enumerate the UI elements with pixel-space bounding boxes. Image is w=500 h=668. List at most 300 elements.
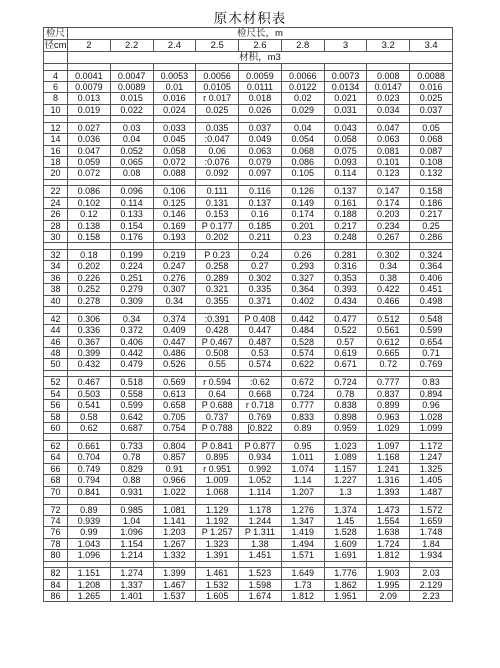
volume-cell: 0.063: [239, 145, 282, 156]
volume-cell: 0.83: [410, 377, 453, 388]
volume-cell: 0.0134: [324, 82, 367, 93]
volume-cell: 0.106: [153, 186, 196, 197]
table-row: [44, 70, 453, 81]
volume-cell: 1.461: [196, 568, 239, 579]
volume-cell: 0.661: [68, 440, 111, 451]
table-row: [44, 504, 453, 515]
volume-cell: 0.364: [281, 284, 324, 295]
spacer-cell: [367, 116, 410, 123]
volume-cell: 1.129: [196, 504, 239, 515]
spacer-cell: [367, 243, 410, 250]
length-header-label: 检尺长，m: [68, 28, 453, 40]
volume-cell: 0.072: [68, 168, 111, 179]
volume-cell: 0.931: [110, 486, 153, 497]
diameter-cell: 46: [44, 336, 68, 347]
volume-cell: 1.023: [324, 440, 367, 451]
volume-cell: 0.252: [68, 284, 111, 295]
volume-cell: 1.043: [68, 538, 111, 549]
volume-cell: P 0.467: [196, 336, 239, 347]
volume-cell: 1.572: [410, 504, 453, 515]
volume-cell: 0.065: [110, 157, 153, 168]
table-row: [44, 388, 453, 399]
spacer-cell: [153, 434, 196, 441]
volume-cell: 0.934: [239, 452, 282, 463]
volume-cell: 1.451: [239, 550, 282, 561]
volume-cell: 0.217: [324, 220, 367, 231]
volume-cell: 0.447: [153, 336, 196, 347]
volume-cell: 0.324: [410, 250, 453, 261]
spacer-cell: [44, 116, 68, 123]
spacer-cell: [410, 116, 453, 123]
volume-cell: 0.0066: [281, 70, 324, 81]
volume-cell: 0.668: [239, 388, 282, 399]
group-spacer-row: [44, 179, 453, 186]
volume-cell: 0.406: [410, 272, 453, 283]
volume-cell: 1.419: [281, 527, 324, 538]
volume-cell: r 0.594: [196, 377, 239, 388]
spacer-cell: [153, 116, 196, 123]
table-row: [44, 186, 453, 197]
volume-cell: 0.096: [110, 186, 153, 197]
volume-cell: 0.355: [196, 295, 239, 306]
volume-cell: 0.132: [410, 168, 453, 179]
corner-top-label: 检尺: [44, 28, 68, 40]
volume-cell: 1.532: [196, 579, 239, 590]
volume-cell: 0.217: [410, 209, 453, 220]
volume-cell: 1.84: [410, 538, 453, 549]
group-spacer-row: [44, 116, 453, 123]
volume-cell: 1.812: [367, 550, 410, 561]
volume-cell: 0.154: [110, 220, 153, 231]
volume-cell: P 0.23: [196, 250, 239, 261]
volume-cell: 0.428: [196, 325, 239, 336]
volume-cell: 0.034: [367, 104, 410, 115]
diameter-cell: 64: [44, 452, 68, 463]
volume-cell: 0.95: [281, 440, 324, 451]
page-title: 原木材积表: [213, 11, 287, 27]
table-row: [44, 313, 453, 324]
volume-cell: 0.38: [367, 272, 410, 283]
corner-blank-cell: [44, 52, 68, 64]
volume-cell: 0.081: [367, 145, 410, 156]
table-row: [44, 411, 453, 422]
volume-cell: 0.015: [110, 93, 153, 104]
volume-cell: 0.037: [239, 122, 282, 133]
volume-cell: 0.963: [367, 411, 410, 422]
volume-cell: :0.391: [196, 313, 239, 324]
spacer-cell: [324, 179, 367, 186]
diameter-cell: 62: [44, 440, 68, 451]
volume-cell: 1.207: [281, 486, 324, 497]
diameter-cell: 74: [44, 515, 68, 526]
volume-cell: 0.335: [239, 284, 282, 295]
spacer-cell: [410, 497, 453, 504]
volume-cell: 0.281: [324, 250, 367, 261]
volume-cell: 0.0041: [68, 70, 111, 81]
table-row: [44, 93, 453, 104]
volume-cell: 0.101: [367, 157, 410, 168]
spacer-cell: [239, 116, 282, 123]
volume-cell: 0.89: [281, 422, 324, 433]
table-row: [44, 250, 453, 261]
spacer-cell: [44, 561, 68, 568]
volume-cell: 1.114: [239, 486, 282, 497]
volume-cell: 0.111: [196, 186, 239, 197]
volume-cell: 0.447: [239, 325, 282, 336]
volume-cell: 1.374: [324, 504, 367, 515]
volume-cell: 1.028: [410, 411, 453, 422]
volume-cell: 0.672: [281, 377, 324, 388]
volume-cell: 0.0122: [281, 82, 324, 93]
diameter-cell: 48: [44, 347, 68, 358]
volume-cell: 1.151: [68, 568, 111, 579]
volume-cell: 1.995: [367, 579, 410, 590]
volume-cell: 1.04: [110, 515, 153, 526]
volume-cell: 0.992: [239, 463, 282, 474]
volume-cell: 0.306: [68, 313, 111, 324]
volume-cell: 0.116: [239, 186, 282, 197]
spacer-cell: [239, 243, 282, 250]
volume-cell: 0.477: [324, 313, 367, 324]
volume-cell: 0.434: [324, 295, 367, 306]
volume-cell: 1.934: [410, 550, 453, 561]
spacer-cell: [44, 307, 68, 314]
diameter-cell: 6: [44, 82, 68, 93]
volume-cell: 1.267: [153, 538, 196, 549]
volume-cell: 0.123: [367, 168, 410, 179]
group-spacer-row: [44, 497, 453, 504]
volume-cell: 0.402: [281, 295, 324, 306]
volume-cell: 0.393: [324, 284, 367, 295]
volume-cell: 0.114: [110, 197, 153, 208]
timber-volume-table: [43, 27, 453, 602]
volume-cell: 0.62: [68, 422, 111, 433]
volume-cell: 1.571: [281, 550, 324, 561]
group-spacer-row: [44, 243, 453, 250]
volume-cell: 0.016: [410, 82, 453, 93]
volume-header-label: 材积，m3: [68, 52, 453, 64]
spacer-cell: [153, 307, 196, 314]
volume-cell: 0.097: [239, 168, 282, 179]
volume-cell: 0.754: [153, 422, 196, 433]
diameter-cell: 70: [44, 486, 68, 497]
volume-cell: 0.024: [153, 104, 196, 115]
volume-cell: 0.0053: [153, 70, 196, 81]
volume-cell: 0.24: [239, 250, 282, 261]
volume-cell: 2.23: [410, 591, 453, 602]
volume-cell: 0.561: [367, 325, 410, 336]
volume-cell: 1.724: [367, 538, 410, 549]
diameter-cell: 40: [44, 295, 68, 306]
volume-cell: P 0.841: [196, 440, 239, 451]
volume-cell: 0.484: [281, 325, 324, 336]
volume-cell: 0.724: [281, 388, 324, 399]
volume-cell: 2.129: [410, 579, 453, 590]
volume-cell: 0.53: [239, 347, 282, 358]
spacer-cell: [281, 116, 324, 123]
volume-cell: 0.023: [367, 93, 410, 104]
volume-cell: 0.309: [110, 295, 153, 306]
volume-cell: 1.081: [153, 504, 196, 515]
spacer-cell: [281, 561, 324, 568]
volume-cell: 0.058: [324, 134, 367, 145]
spacer-cell: [367, 64, 410, 71]
volume-cell: 0.939: [68, 515, 111, 526]
volume-cell: 1.391: [196, 550, 239, 561]
volume-cell: 1.405: [410, 475, 453, 486]
spacer-cell: [324, 116, 367, 123]
diameter-cell: 16: [44, 145, 68, 156]
table-row: [44, 145, 453, 156]
volume-cell: 0.422: [367, 284, 410, 295]
table-row: [44, 579, 453, 590]
diameter-cell: 34: [44, 261, 68, 272]
spacer-cell: [239, 307, 282, 314]
volume-cell: 0.035: [196, 122, 239, 133]
volume-cell: 0.89: [68, 504, 111, 515]
length-header-cell: 3.2: [367, 40, 410, 52]
table-row: [44, 295, 453, 306]
volume-cell: 0.26: [281, 250, 324, 261]
volume-cell: 0.047: [367, 122, 410, 133]
volume-cell: 0.704: [68, 452, 111, 463]
volume-cell: 0.219: [153, 250, 196, 261]
spacer-cell: [281, 434, 324, 441]
volume-cell: 0.03: [110, 122, 153, 133]
spacer-cell: [367, 434, 410, 441]
volume-cell: 0.059: [68, 157, 111, 168]
volume-cell: 0.841: [68, 486, 111, 497]
volume-cell: P 0.177: [196, 220, 239, 231]
diameter-cell: 26: [44, 209, 68, 220]
volume-cell: 0.55: [196, 359, 239, 370]
volume-cell: 0.086: [68, 186, 111, 197]
volume-cell: :0.047: [196, 134, 239, 145]
volume-cell: 1.674: [239, 591, 282, 602]
table-row: [44, 527, 453, 538]
volume-cell: 0.96: [410, 400, 453, 411]
volume-cell: 0.043: [324, 122, 367, 133]
volume-cell: 0.336: [68, 325, 111, 336]
volume-cell: 0.658: [153, 400, 196, 411]
table-row: [44, 209, 453, 220]
volume-cell: 0.0073: [324, 70, 367, 81]
spacer-cell: [239, 179, 282, 186]
volume-cell: 1.473: [367, 504, 410, 515]
spacer-cell: [68, 64, 111, 71]
table-row: [44, 359, 453, 370]
volume-cell: 0.78: [110, 452, 153, 463]
volume-cell: 1.157: [324, 463, 367, 474]
volume-cell: 0.12: [68, 209, 111, 220]
volume-cell: 0.019: [68, 104, 111, 115]
volume-cell: 0.147: [367, 186, 410, 197]
diameter-cell: 50: [44, 359, 68, 370]
volume-cell: 0.079: [239, 157, 282, 168]
volume-cell: 1.862: [324, 579, 367, 590]
volume-cell: 0.837: [367, 388, 410, 399]
volume-cell: 0.01: [153, 82, 196, 93]
volume-cell: 0.769: [410, 359, 453, 370]
corner-bottom-label: 径cm: [44, 40, 67, 51]
volume-cell: 1.605: [196, 591, 239, 602]
volume-cell: 0.18: [68, 250, 111, 261]
spacer-cell: [410, 561, 453, 568]
volume-cell: 0.068: [410, 134, 453, 145]
volume-cell: 0.289: [196, 272, 239, 283]
spacer-cell: [367, 307, 410, 314]
volume-cell: 0.021: [324, 93, 367, 104]
diameter-cell: 14: [44, 134, 68, 145]
diameter-cell: 66: [44, 463, 68, 474]
diameter-cell: 12: [44, 122, 68, 133]
diameter-cell: 44: [44, 325, 68, 336]
diameter-cell: 72: [44, 504, 68, 515]
volume-cell: 1.659: [410, 515, 453, 526]
volume-cell: 1.638: [367, 527, 410, 538]
volume-cell: 0.486: [153, 347, 196, 358]
diameter-cell: 30: [44, 232, 68, 243]
volume-cell: 0.092: [196, 168, 239, 179]
volume-cell: 0.258: [196, 261, 239, 272]
header-row-lengths: [44, 40, 453, 52]
volume-cell: 0.665: [367, 347, 410, 358]
volume-cell: 0.052: [110, 145, 153, 156]
spacer-cell: [196, 307, 239, 314]
table-row: [44, 232, 453, 243]
volume-cell: 1.203: [153, 527, 196, 538]
volume-cell: 1.089: [324, 452, 367, 463]
diameter-cell: 78: [44, 538, 68, 549]
spacer-cell: [324, 434, 367, 441]
group-spacer-row: [44, 434, 453, 441]
spacer-cell: [68, 497, 111, 504]
volume-cell: 0.442: [110, 347, 153, 358]
volume-cell: 0.202: [196, 232, 239, 243]
volume-cell: 1.3: [324, 486, 367, 497]
volume-cell: 0.0105: [196, 82, 239, 93]
spacer-cell: [367, 561, 410, 568]
volume-cell: 1.903: [367, 568, 410, 579]
volume-cell: 0.353: [324, 272, 367, 283]
volume-cell: P 1.311: [239, 527, 282, 538]
volume-cell: 0.528: [281, 336, 324, 347]
volume-cell: 0.0111: [239, 82, 282, 93]
volume-cell: 1.393: [367, 486, 410, 497]
volume-cell: 0.399: [68, 347, 111, 358]
diameter-cell: 38: [44, 284, 68, 295]
volume-cell: 2.09: [367, 591, 410, 602]
table-row: [44, 550, 453, 561]
volume-cell: 0.0079: [68, 82, 111, 93]
volume-cell: 0.137: [239, 197, 282, 208]
table-row: [44, 475, 453, 486]
spacer-cell: [110, 116, 153, 123]
volume-cell: 0.302: [239, 272, 282, 283]
volume-cell: 1.214: [110, 550, 153, 561]
diameter-cell: 42: [44, 313, 68, 324]
volume-cell: 0.188: [324, 209, 367, 220]
group-spacer-row: [44, 307, 453, 314]
volume-cell: 1.73: [281, 579, 324, 590]
volume-cell: 0.226: [68, 272, 111, 283]
volume-cell: 0.34: [367, 261, 410, 272]
volume-cell: 0.045: [153, 134, 196, 145]
spacer-cell: [153, 243, 196, 250]
volume-cell: 1.011: [281, 452, 324, 463]
volume-cell: P 0.788: [196, 422, 239, 433]
volume-cell: 0.467: [68, 377, 111, 388]
table-row: [44, 122, 453, 133]
volume-cell: 0.71: [410, 347, 453, 358]
volume-cell: 1.154: [110, 538, 153, 549]
group-spacer-row: [44, 561, 453, 568]
volume-cell: 0.705: [153, 411, 196, 422]
volume-cell: 1.096: [68, 550, 111, 561]
volume-cell: 0.025: [196, 104, 239, 115]
spacer-cell: [410, 64, 453, 71]
volume-cell: 1.609: [324, 538, 367, 549]
spacer-cell: [44, 497, 68, 504]
volume-cell: 0.126: [281, 186, 324, 197]
table-row: [44, 538, 453, 549]
table-row: [44, 134, 453, 145]
volume-cell: 1.38: [239, 538, 282, 549]
spacer-cell: [196, 64, 239, 71]
volume-cell: 0.047: [68, 145, 111, 156]
spacer-cell: [196, 243, 239, 250]
volume-cell: 0.114: [324, 168, 367, 179]
diameter-cell: 68: [44, 475, 68, 486]
diameter-cell: 76: [44, 527, 68, 538]
volume-cell: 0.374: [153, 313, 196, 324]
volume-cell: 1.554: [367, 515, 410, 526]
table-row: [44, 82, 453, 93]
volume-cell: 0.248: [324, 232, 367, 243]
spacer-cell: [44, 243, 68, 250]
volume-cell: 0.442: [281, 313, 324, 324]
volume-cell: 0.321: [196, 284, 239, 295]
volume-cell: 0.031: [324, 104, 367, 115]
spacer-cell: [410, 243, 453, 250]
spacer-cell: [324, 307, 367, 314]
volume-cell: 0.23: [281, 232, 324, 243]
volume-cell: 1.192: [196, 515, 239, 526]
volume-cell: 0.202: [68, 261, 111, 272]
volume-cell: 0.058: [153, 145, 196, 156]
volume-cell: 0.037: [410, 104, 453, 115]
volume-cell: 0.451: [410, 284, 453, 295]
diameter-cell: 8: [44, 93, 68, 104]
volume-cell: 0.894: [410, 388, 453, 399]
volume-cell: 0.131: [196, 197, 239, 208]
spacer-cell: [153, 179, 196, 186]
volume-cell: 0.086: [281, 157, 324, 168]
volume-cell: 0.432: [68, 359, 111, 370]
volume-cell: 0.508: [196, 347, 239, 358]
volume-cell: 0.137: [324, 186, 367, 197]
spacer-cell: [367, 497, 410, 504]
volume-cell: 0.16: [239, 209, 282, 220]
volume-cell: 0.487: [239, 336, 282, 347]
length-header-cell: 2.6: [239, 40, 282, 52]
volume-cell: 1.951: [324, 591, 367, 602]
spacer-cell: [281, 179, 324, 186]
spacer-cell: [281, 370, 324, 377]
volume-cell: 0.302: [367, 250, 410, 261]
volume-cell: 0.898: [324, 411, 367, 422]
volume-cell: 0.91: [153, 463, 196, 474]
